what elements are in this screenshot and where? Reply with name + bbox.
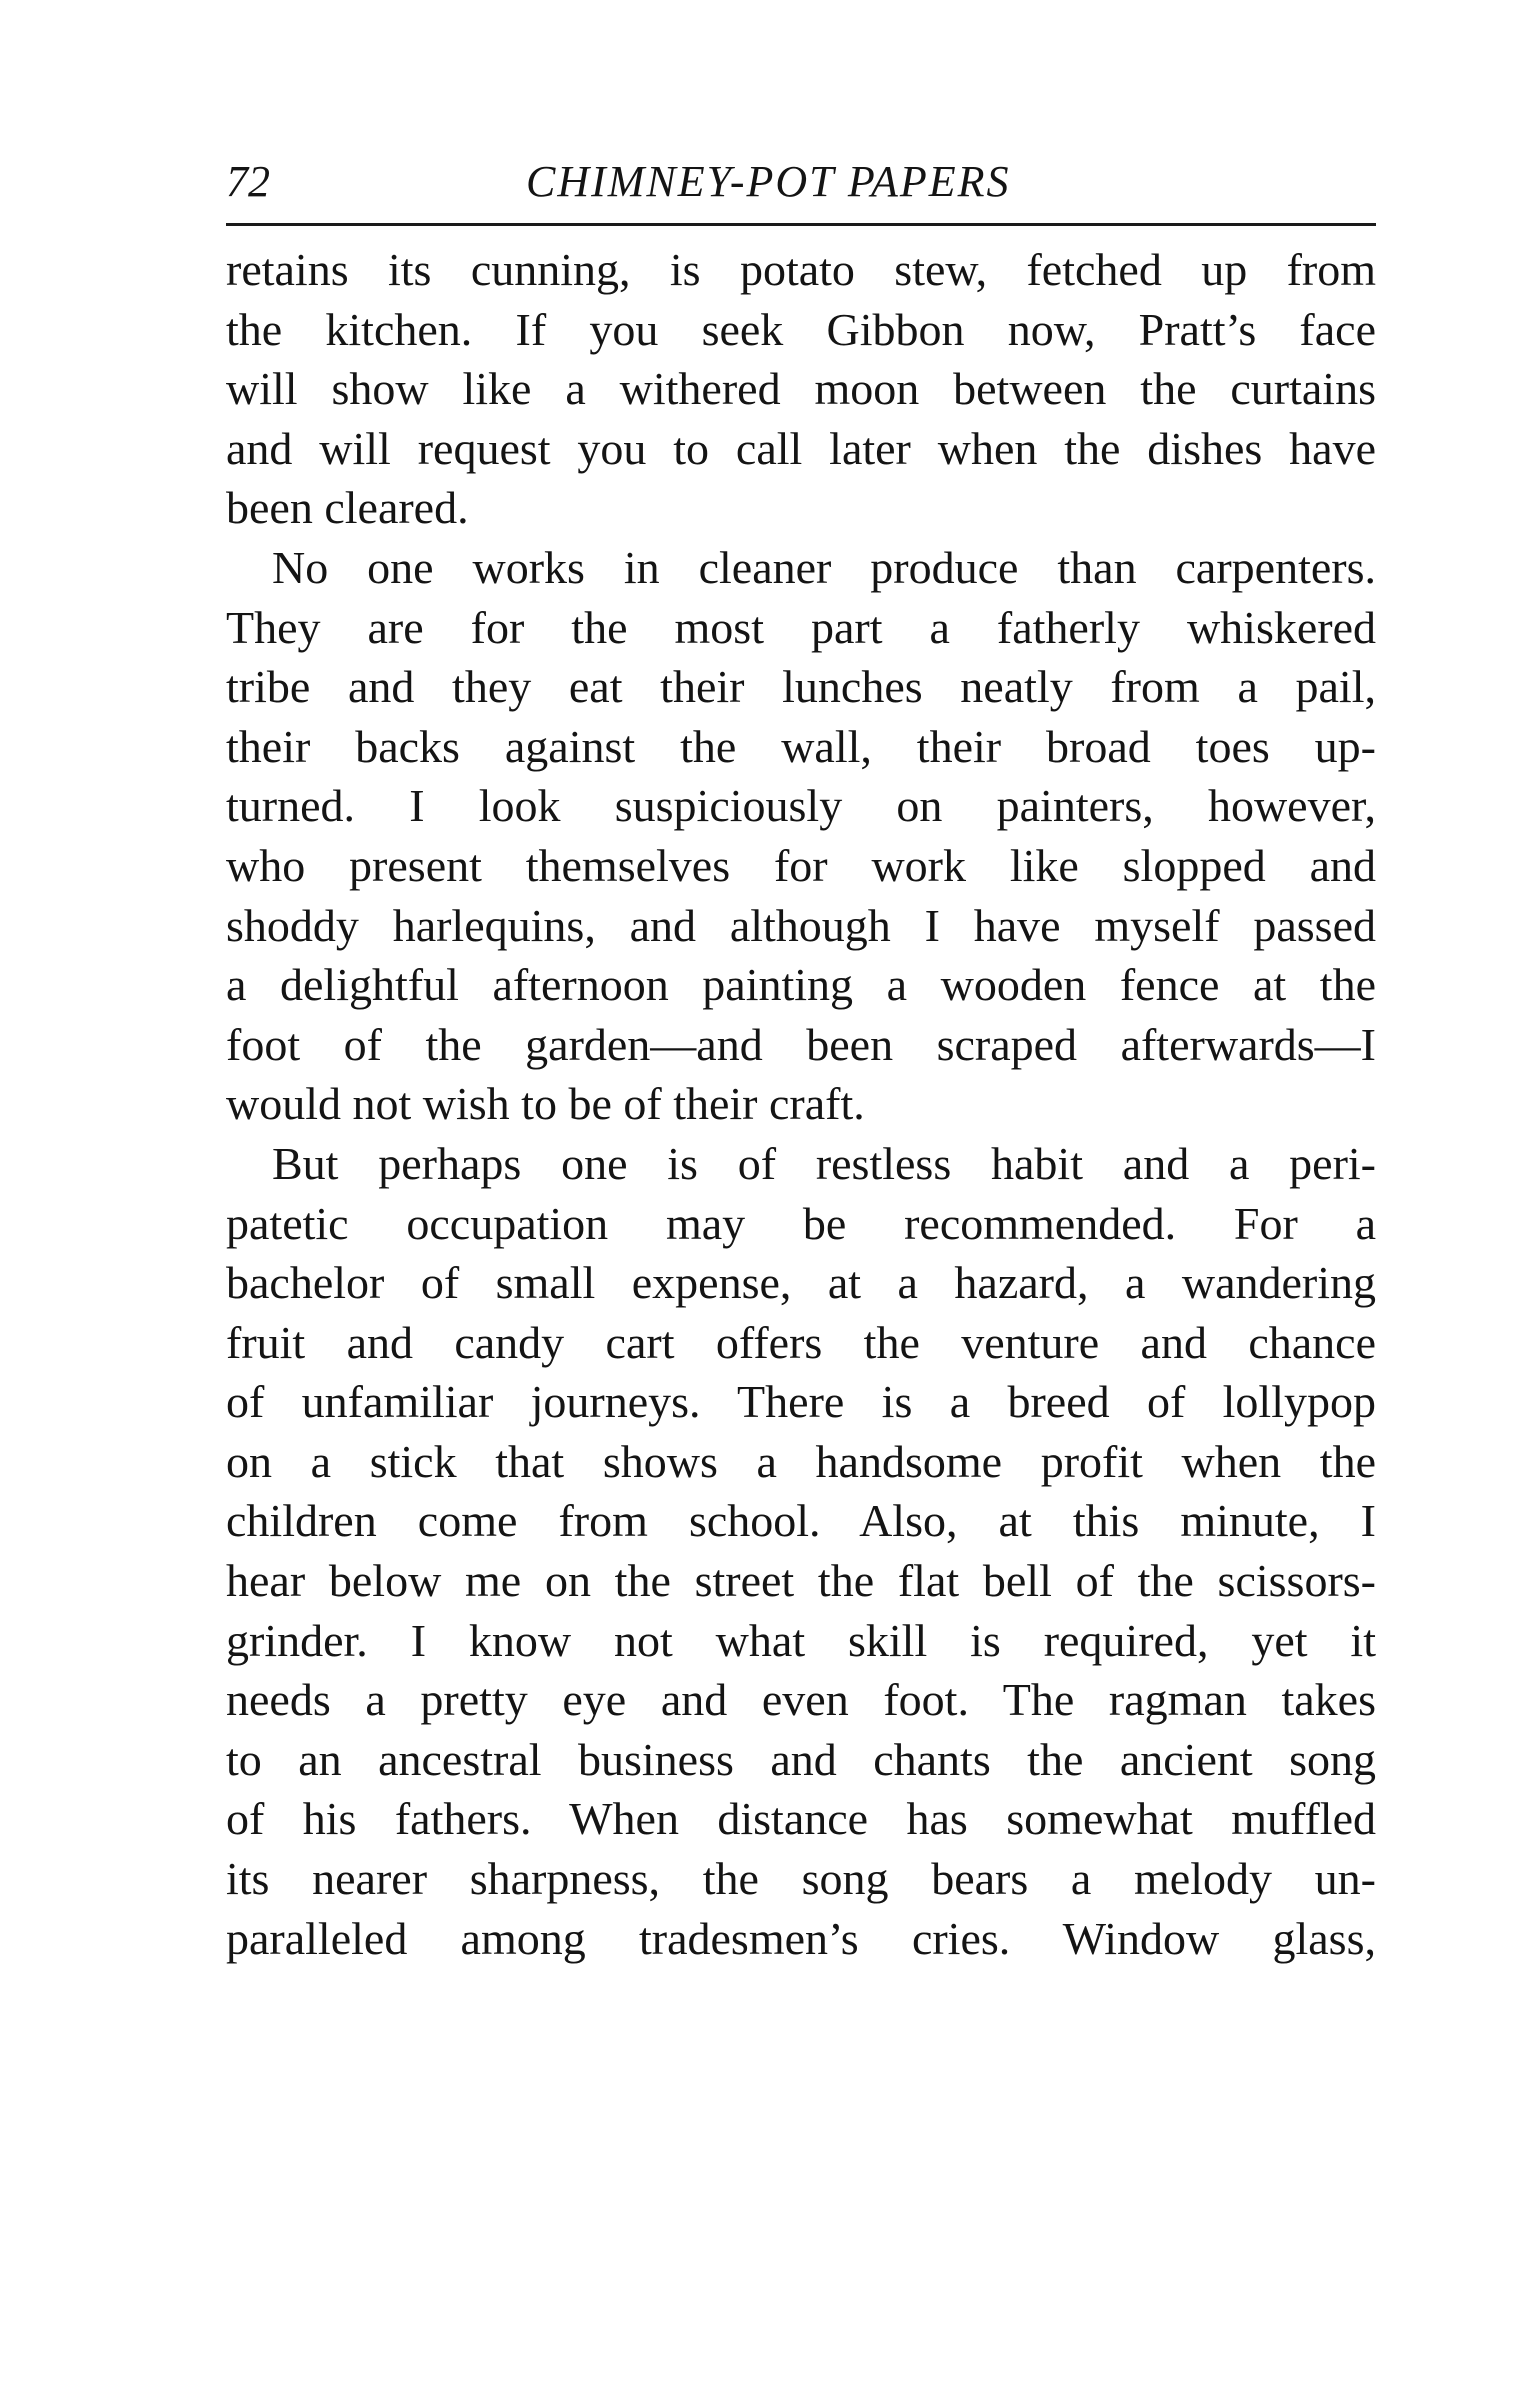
text-line: would not wish to be of their craft. — [226, 1078, 865, 1130]
paragraph — [226, 538, 1376, 1134]
text-line: tribe and they eat their lunches neatly from a pail, — [226, 661, 1376, 713]
page-number: 72 — [226, 157, 270, 206]
text-line: their backs against the wall, their broad toes up- — [226, 720, 1376, 772]
text-line: hear below me on the street the flat bell of the scissors- — [226, 1555, 1376, 1607]
text-line: retains its cunning, is potato stew, fetched up from — [226, 244, 1376, 295]
text-line: foot of the garden—and been scraped afterwards—I — [226, 1018, 1376, 1070]
text-line: paralleled among tradesmen’s cries. Window glass, — [226, 1912, 1376, 1964]
body-text — [226, 240, 1376, 1968]
text-line: on a stick that shows a handsome profit when the — [226, 1435, 1376, 1487]
text-line: bachelor of small expense, at a hazard, a wandering — [226, 1257, 1376, 1309]
text-line: its nearer sharpness, the song bears a melody un- — [226, 1853, 1376, 1905]
running-head — [226, 152, 1376, 212]
text-line: of unfamiliar journeys. There is a breed of lollypop — [226, 1376, 1376, 1428]
text-line: needs a pretty eye and even foot. The ragman takes — [226, 1674, 1376, 1726]
text-line: the kitchen. If you seek Gibbon now, Pratt’s face — [226, 303, 1376, 355]
book-title: CHIMNEY-POT PAPERS — [526, 157, 1011, 206]
text-line: will show like a withered moon between the curtains — [226, 363, 1376, 415]
text-line: They are for the most part a fatherly whiskered — [226, 601, 1376, 653]
text-line: grinder. I know not what skill is required, yet it — [226, 1614, 1376, 1666]
paragraph — [226, 1134, 1376, 1968]
text-line: children come from school. Also, at this minute, I — [226, 1495, 1376, 1547]
text-line: to an ancestral business and chants the ancient song — [226, 1733, 1376, 1785]
text-line: and will request you to call later when the dishes have — [226, 422, 1376, 474]
text-line: a delightful afternoon painting a wooden fence at the — [226, 959, 1376, 1011]
text-line: turned. I look suspiciously on painters, however, — [226, 780, 1376, 832]
header-rule — [226, 223, 1376, 226]
text-line: But perhaps one is of restless habit and a peri- — [272, 1137, 1376, 1189]
paragraph — [226, 240, 1376, 538]
text-line: No one works in cleaner produce than carpenters. — [272, 541, 1376, 593]
text-line: who present themselves for work like slopped and — [226, 839, 1376, 891]
text-line: of his fathers. When distance has somewhat muffled — [226, 1793, 1376, 1845]
text-line: fruit and candy cart offers the venture and chance — [226, 1316, 1376, 1368]
text-line: patetic occupation may be recommended. For a — [226, 1197, 1376, 1249]
text-line: shoddy harlequins, and although I have myself passed — [226, 899, 1376, 951]
text-line: been cleared. — [226, 482, 469, 534]
